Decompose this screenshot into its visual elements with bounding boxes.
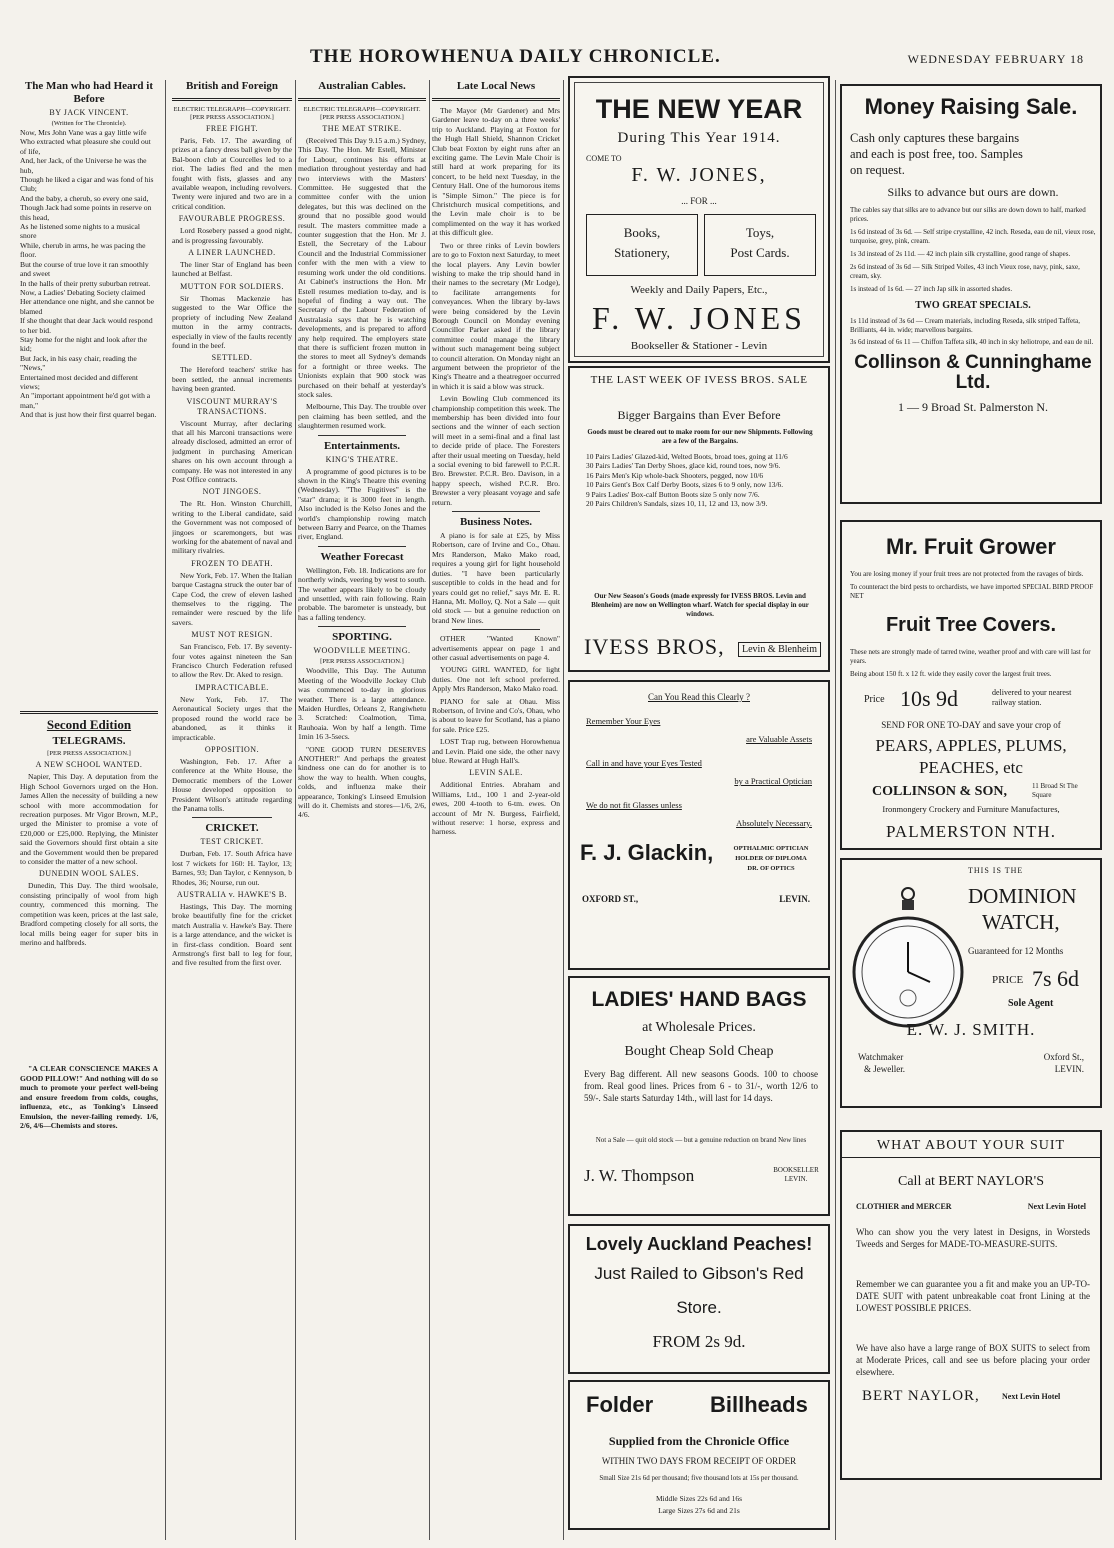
- ad-text: Small Size 21s 6d per thousand; five thousand lots at 15s per thousand.: [599, 1474, 799, 1482]
- story-text: A piano is for sale at £25, by Miss Robertson, care of Irvine and Co., Ohau. Mrs Randerson, Mako Mako road, requires a young girl for light household duties. "I have been particularly susceptible to colds in the head and for years could get no relief," says Mr. E. R. Hanna, Mt. Molloy, Q. Not a Sale — quit old stock — but a genuine reduction on brand New lines.: [432, 531, 560, 625]
- ad-title: Mr. Fruit Grower: [886, 534, 1056, 559]
- story-heading: NOT JINGOES.: [202, 487, 262, 497]
- school-text: Napier, This Day. A deputation from the High School Governors urged on the Hon. James Allen the necessity of building a new school with more accommodation for recreation purposes. Mr Vigor Brown, M.P., urged the Minister to promise a vote of £20,000 or £25,000. Replying, the Minister said the Governors should first obtain a site and the Government would then be prepared to consider the matter of a new school.: [20, 772, 158, 867]
- ad-bert-naylor-suits: [840, 1130, 1102, 1480]
- classified-ad: OTHER "Wanted Known" advertisements appear on page 1 and other casual advertisements on page 4.: [432, 634, 560, 662]
- ad-text: Levin & Blenheim: [738, 642, 821, 657]
- ad-text: Our New Season's Goods (made expressly for IVESS BROS. Levin and Blenheim) are now on Wellington wharf. Watch for special display in our windows.: [591, 592, 809, 618]
- column-australian-cables: [298, 78, 426, 1543]
- ad-item: 3s 6d instead of 6s 11 — Chiffon Taffeta silk, 40 inch in sky heliotrope, and eau de nil.: [850, 338, 1094, 346]
- ad-item: 1s 6d instead of 3s 6d. — Self stripe crystalline, 42 inch. Reseda, eau de nil, vieux rose, turquoise, grey, pink, cream.: [850, 228, 1096, 245]
- ad-chronicle-printing: [568, 1380, 830, 1530]
- poem-credit: (Written for The Chronicle).: [51, 120, 127, 127]
- ad-text: Being about 150 ft. x 12 ft. wide they easily cover the largest fruit trees.: [850, 670, 1052, 678]
- ad-subtitle: Bought Cheap Sold Cheap: [624, 1044, 774, 1059]
- story-text: Viscount Murray, after declaring that all his Marconi transactions were already disclosed, admitted an error of judgment in purchasing American shares on his own account through a company. He was not interested in any Post Office contracts.: [172, 418, 292, 484]
- telegraph-credit: ELECTRIC TELEGRAPH—COPYRIGHT. [PER PRESS ASSOCIATION.]: [303, 106, 421, 121]
- ad-item: 1s 11d instead of 3s 6d — Cream materials, including Reseda, silk striped Taffeta, Brilliants, 44 in. wide; marvellous bargains.: [850, 317, 1080, 334]
- tonking-ad: "A CLEAR CONSCIENCE MAKES A GOOD PILLOW!" And nothing will do so much to promote your perfect well-being and ensure freedom from colds, coughs, influenza, etc., as Tonking's Linseed Emulsion, the never-failing remedy. 1/6, 2/6, 4/6—Chemists and stores.: [20, 1064, 158, 1130]
- story-text: A programme of good pictures is to be shown in the King's Theatre this evening (Wednesday). "The Fugitives" is the "star" drama; it is 3000 feet in length. Also included is the Kelso Jones and the world's championship rowing match between Barry and Pearce, on the Thames river, England.: [298, 466, 426, 542]
- story-text: New York, Feb. 17. The Aeronautical Society urges that the proposed round the world race be abandoned, as it thinks it impracticable.: [172, 694, 292, 742]
- story-heading: OPPOSITION.: [204, 744, 260, 754]
- story-text: Lord Rosebery passed a good night, and is progressing favourably.: [172, 226, 292, 245]
- story-heading: SETTLED.: [211, 353, 253, 363]
- ad-text: HOLDER OF DIPLOMA: [735, 855, 807, 862]
- ad-address: 1 — 9 Broad St. Palmerston N.: [898, 400, 1048, 414]
- ad-title: Folder: [586, 1392, 654, 1417]
- story-heading: FREE FIGHT.: [205, 124, 259, 133]
- business-notes-heading: Business Notes.: [459, 516, 533, 529]
- ad-text: PEACHES, etc: [919, 758, 1023, 777]
- ad-address: Next Levin Hotel: [1002, 1392, 1061, 1401]
- ad-address: PALMERSTON NTH.: [886, 822, 1056, 841]
- ad-item: 16 Pairs Men's Kip whole-back Shooters, pegged, now 10/6: [586, 470, 764, 480]
- ad-title: WATCH,: [982, 910, 1060, 934]
- ad-text: Weekly and Daily Papers, Etc.,: [630, 284, 768, 296]
- ad-text: ... FOR ...: [681, 196, 717, 206]
- classified-ad: YOUNG GIRL WANTED, for light duties. One not left school preferred. Apply Mrs Randerson, Mako Mako road.: [432, 665, 560, 694]
- telegrams-credit: [PER PRESS ASSOCIATION.]: [47, 750, 131, 758]
- ad-glackin-optician: [568, 680, 830, 970]
- ad-title: Can You Read this Clearly ?: [648, 692, 750, 702]
- ad-name: Collinson & Cunninghame: [854, 352, 1092, 373]
- ad-text: Sole Agent: [1008, 998, 1054, 1009]
- story-heading: FAVOURABLE PROGRESS.: [178, 214, 286, 224]
- ad-address: 11 Broad St The Square: [1032, 782, 1078, 799]
- ad-text: Cash only captures these bargains: [850, 131, 1020, 145]
- ad-text: OPTHALMIC OPTICIAN: [733, 845, 809, 852]
- story-text: The Mayor (Mr Gardener) and Mrs Gardener leave to-day on a three weeks' trip to Auckland. Playing at Foxton for the Hugh Hall Shield, Shannon Cricket Club beat Foxton by eight runs after an exciting game. The Levin Male Choir is still hard at work preparing for its concert, to be held next Tuesday, in the Century Hall. One of the humorous items is "Simple Simon." The piece is for Christchurch musical competitions, and the Levin male choir is to be complimented on the way it has worked at this difficult glee.: [432, 106, 560, 238]
- story-heading: THE MEAT STRIKE.: [322, 124, 402, 133]
- ad-text: Bookseller & Stationer - Levin: [630, 340, 768, 352]
- ad-item: 30 Pairs Ladies' Tan Derby Shoes, glace kid, round toes, now 9/6.: [586, 461, 781, 471]
- wool-heading: DUNEDIN WOOL SALES.: [39, 869, 139, 879]
- ad-title: Lovely Auckland Peaches!: [585, 1234, 813, 1254]
- story-heading: VISCOUNT MURRAY'S TRANSACTIONS.: [186, 396, 278, 416]
- ad-text: Middle Sizes 22s 6d and 16s: [655, 1494, 743, 1503]
- ad-name: J. W. Thompson: [584, 1166, 695, 1185]
- ad-text: Store.: [676, 1298, 722, 1317]
- ad-subtitle: During This Year 1914.: [617, 130, 781, 146]
- school-heading: A NEW SCHOOL WANTED.: [35, 760, 143, 770]
- ad-name: IVESS BROS,: [584, 634, 725, 659]
- story-text: Woodville, This Day. The Autumn Meeting of the Woodville Jockey Club was commenced to-day in glorious weather. There is a large attendance. Maiden Hurdles, Orleans 2, Rangiwhetu 3. Scratched: Coalmotion, Tima, Rauhoaia. Won by half a length. Time 1min 16 3-5secs.: [298, 666, 426, 742]
- ad-title: DOMINION: [968, 884, 1077, 908]
- ad-text: You are losing money if your fruit trees are not protected from the ravages of birds.: [850, 570, 1084, 578]
- column-british-foreign: [172, 78, 292, 1543]
- newspaper-title: THE HOROWHENUA DAILY CHRONICLE.: [310, 46, 721, 67]
- ad-text: Guaranteed for 12 Months: [968, 946, 1064, 956]
- ad-subtitle: TWO GREAT SPECIALS.: [915, 300, 1031, 311]
- ad-auckland-peaches: [568, 1224, 830, 1374]
- story-text: Melbourne, This Day. The trouble over pen claiming has been settled, and the slaughtermen resumed work.: [298, 402, 426, 431]
- story-heading: FROZEN TO DEATH.: [191, 558, 273, 568]
- ad-title: LADIES' HAND BAGS: [591, 988, 807, 1011]
- ad-name: F. W. JONES,: [631, 164, 767, 186]
- ad-title: THE NEW YEAR: [595, 94, 803, 124]
- ad-title: WHAT ABOUT YOUR SUIT: [842, 1138, 1100, 1158]
- ad-item: 1s 3d instead of 2s 11d. — 42 inch plain silk crystalline, good range of shapes.: [850, 250, 1071, 258]
- ad-name: BERT NAYLOR,: [862, 1388, 980, 1404]
- ad-title: THE LAST WEEK OF IVESS BROS. SALE: [590, 374, 808, 386]
- ad-name: F. W. JONES: [592, 300, 806, 336]
- ad-text: THIS IS THE: [968, 866, 1024, 875]
- ad-subtitle: Fruit Tree Covers.: [885, 614, 1057, 636]
- ad-price: 7s 6d: [1032, 966, 1080, 991]
- ad-name: E. W. J. SMITH.: [906, 1020, 1036, 1039]
- story-text: Levin Bowling Club commenced its championship competition this week. The membership has been divided into four sections and the winner of each section will meet in a semi-final and a final last to decide pride of place. The Foresters after their usual meeting on Tuesday, held a social evening to bid farewell to P.C.R. Bro. Brewster. P.C.R. Bro. Davison, in a happy speech, wished P.C.R. Bro. Brewster a very pleasant voyage and safe return.: [432, 394, 560, 507]
- ad-text: BOOKSELLER LEVIN.: [773, 1166, 819, 1183]
- ad-text: Price: [864, 694, 885, 705]
- story-text: Hastings, This Day. The morning broke beautifully fine for the cricket match Australia v. Hawke's Bay. There is a large attendance, and the wicket is in first-class condition. Board sent Armstrong's first ball to leg for four, and five resulted from the first over.: [172, 901, 292, 968]
- story-text: Sir Thomas Mackenzie has suggested to the War Office the propriety of including New Zealand mutton in the army contracts, especially in view of the faults recently found in the beef.: [172, 293, 292, 350]
- ad-text: COME TO: [586, 154, 622, 163]
- ad-item: 20 Pairs Children's Sandals, sizes 10, 11, 12 and 13, now 3/9.: [586, 499, 768, 509]
- ad-text: Ironmongery Crockery and Furniture Manufactures,: [882, 804, 1060, 814]
- story-text: (Received This Day 9.15 a.m.) Sydney, This Day. The Hon. Mr Estell, Minister for Labour, continues his efforts at mediation throughout yesterday and had two interviews with the Masters' Committee. He suggested that the committee confer with the union delegates, but this was declined on the ground that no possible good would result. The masters committee made a counter suggestion that the Hon. Mr J. Estell, the Secretary of the Labour Council and the Industrial Commissioner confer with the men with a view to resuming work under the old conditions. At Cabinet's instructions the Hon. Mr Estell resumes mediation to-day, and is hopeful of finding a way out. The Secretary of the Labour Federation of Australasia says that he is watching developments, and is prepared to afford any help required. The employers state that there is sufficient frozen mutton in the stores to meet all Sydney's demands for a fortnight or three weeks. The Unionists explain that 900 stock was purchased on their behalf at yesterday's stock sales.: [298, 136, 426, 399]
- late-local-news-heading: Late Local News: [456, 80, 536, 92]
- column-rule: [165, 80, 166, 1540]
- ad-text: We have also have a large range of BOX SUITS to select from at Moderate Prices, call and see us before placing your order elsewhere.: [856, 1343, 1090, 1377]
- ad-text: Large Sizes 27s 6d and 21s: [658, 1506, 740, 1515]
- ad-fruit-grower: [840, 520, 1102, 850]
- ad-text: SEND FOR ONE TO-DAY and save your crop of: [881, 720, 1061, 730]
- ad-title: Money Raising Sale.: [864, 94, 1078, 119]
- sporting-heading: SPORTING.: [332, 631, 392, 644]
- story-text: San Francisco, Feb. 17. By seventy-four votes against nineteen the San Francisco Church Federation refused to allow the Rev. Dr. Aked to resign.: [172, 642, 292, 680]
- ad-text: and each is post free, too. Samples: [850, 147, 1023, 161]
- story-text: Washington, Feb. 17. After a conference at the White House, the Democratic members of the Lower House developed opposition to President Wilson's attitude regarding the Panama tolls.: [172, 756, 292, 813]
- ad-ivess-bros-sale: [568, 366, 830, 672]
- ad-text: Who can show you the very latest in Designs, in Worsteds Tweeds and Serges for MADE-TO-MEASURE-SUITS.: [856, 1227, 1090, 1249]
- ad-text: We do not fit Glasses unless: [586, 800, 682, 810]
- ad-subtitle: at Wholesale Prices.: [642, 1020, 756, 1035]
- ad-text: Books,: [623, 225, 661, 240]
- ad-text: by a Practical Optician: [734, 776, 812, 786]
- ad-item: 1s instead of 1s 6d. — 27 inch Jap silk in assorted shades.: [850, 285, 1013, 293]
- ad-subtitle: Bigger Bargains than Ever Before: [617, 408, 781, 422]
- ad-text: PEARS, APPLES, PLUMS,: [875, 736, 1067, 755]
- column-late-local-news: [432, 78, 560, 1543]
- story-heading: KING'S THEATRE.: [325, 454, 399, 464]
- story-text: New York, Feb. 17. When the Italian barque Castagna struck the outer bar of Cape Cod, the crew of eleven lashed themselves to the rigging. The remainder were rescued by the life savers.: [172, 570, 292, 627]
- australian-cables-heading: Australian Cables.: [318, 80, 406, 92]
- ad-text: The cables say that silks are to advance but our silks are down down to half, marked prices.: [850, 206, 1086, 223]
- ad-text: Just Railed to Gibson's Red: [594, 1264, 804, 1283]
- ad-new-year-jones: [568, 76, 830, 363]
- ad-text: are Valuable Assets: [746, 734, 812, 744]
- ad-text: Goods must be cleared out to make room for our new Shipments. Following are a few of the Bargains.: [587, 428, 813, 445]
- ad-name: Ltd.: [955, 372, 991, 393]
- column-rule: [295, 80, 296, 1540]
- ad-name: F. J. Glackin,: [580, 840, 714, 865]
- ad-address: OXFORD ST.,: [582, 894, 639, 904]
- classified-ad: PIANO for sale at Ohau. Miss Robertson, of Irvine and Co's, Ohau, who is about to leave for Scotland, has a piano for sale. Price £25.: [432, 696, 560, 734]
- poem-title: The Man who had Heard it Before: [24, 80, 154, 105]
- ad-text: Post Cards.: [730, 245, 790, 260]
- ad-text: These nets are strongly made of tarred twine, weather proof and with care will last for years.: [850, 648, 1091, 665]
- press-credit: [PER PRESS ASSOCIATION.]: [320, 658, 404, 666]
- ad-text: Not a Sale — quit old stock — but a genuine reduction on brand New lines: [595, 1136, 807, 1144]
- wool-text: Dunedin, This Day. The third woolsale, consisting principally of wool from high country, commenced this morning. The competition was keen, prices at the last sale, Bradford competing closely for all sorts, the local mills being eager for super bits in merino and halfbreds.: [20, 881, 158, 947]
- telegraph-credit: ELECTRIC TELEGRAPH—COPYRIGHT. [PER PRESS ASSOCIATION.]: [173, 106, 291, 121]
- issue-date: WEDNESDAY FEBRUARY 18: [907, 52, 1084, 66]
- ad-text: Toys,: [745, 225, 775, 240]
- column-poem: [20, 78, 158, 1543]
- story-heading: TEST CRICKET.: [200, 837, 264, 847]
- story-heading: MUTTON FOR SOLDIERS.: [180, 281, 284, 291]
- cricket-heading: CRICKET.: [205, 822, 259, 835]
- ad-text: Stationery,: [614, 245, 670, 260]
- story-text: Durban, Feb. 17. South Africa have lost 7 wickets for 160: H. Taylor, 13; Barnes, 93; Dan Taylor, c Kennyson, b Rhodes, 36; Nourse, run out.: [172, 849, 292, 887]
- story-text: Wellington, Feb. 18. Indications are for northerly winds, veering by west to south. The weather appears likely to be cloudy and unsettled, with rain following. Rain probable. The barometer is unsteady, but has a falling tendency.: [298, 565, 426, 622]
- ad-text: Next Levin Hotel: [1027, 1202, 1086, 1211]
- story-text: The Hereford teachers' strike has been settled, the annual increments having been granted.: [172, 365, 292, 394]
- ad-text: Absolutely Necessary.: [736, 818, 812, 828]
- ad-text: DR. OF OPTICS: [747, 865, 795, 872]
- ad-text: Every Bag different. All new seasons Goods. 100 to choose from. Real good lines. Prices from 6 - to 31/-, worth 12/6 to 59/-. Sale starts Saturday 14th., will last for 14 days.: [584, 1069, 818, 1103]
- ad-ladies-hand-bags: [568, 976, 830, 1216]
- ad-item: 10 Pairs Gent's Box Calf Derby Boots, sizes 6 to 9 only, now 13/6.: [586, 480, 784, 490]
- ad-text: Silks to advance but ours are down.: [887, 185, 1059, 199]
- story-text: Two or three rinks of Levin bowlers are to go to Foxton next Saturday, to meet the local players. Any Levin bowler wishing to make the trip should hand in their names to the secretary (Mr Lodge), to facilitate arrangements for conveyances. When the library by-laws were being considered by the Levin Borough Council on Monday evening Councillor Parker asked if the library committee could manage the library without such management being subject to council alteration. On Monday night an argument between the proprietor of the King's Theatre and a theatregoer occurred in which it is said a blow was struck.: [432, 240, 560, 391]
- ad-text: Remember we can guarantee you a fit and make you an UP-TO-DATE SUIT with patent unbreakable coat front Lining at the LOWEST POSSIBLE PRICES.: [856, 1279, 1090, 1313]
- ad-title: Billheads: [710, 1392, 808, 1417]
- story-heading: IMPRACTICABLE.: [195, 682, 269, 692]
- story-heading: MUST NOT RESIGN.: [191, 630, 273, 640]
- story-text: The Rt. Hon. Winston Churchill, writing to the Liberal candidate, said the Government was not composed of jingoes or scaremongers, but was working for the abatement of naval and military rivalries.: [172, 499, 292, 556]
- ad-item: 10 Pairs Ladies' Glazed-kid, Welted Boots, broad toes, going at 11/6: [586, 452, 788, 461]
- ad-price: 10s 9d: [900, 686, 959, 711]
- ad-subtitle: Supplied from the Chronicle Office: [608, 1434, 790, 1448]
- ad-text: & Jeweller.: [864, 1064, 905, 1074]
- story-heading: LEVIN SALE.: [469, 768, 523, 778]
- story-text: The liner Star of England has been launched at Belfast.: [172, 260, 292, 279]
- telegrams-heading: TELEGRAMS.: [52, 735, 126, 748]
- second-edition-heading: Second Edition: [46, 717, 132, 732]
- ad-address: Oxford St.,: [1043, 1052, 1084, 1062]
- weather-heading: Weather Forecast: [320, 550, 404, 563]
- ad-item: 2s 6d instead of 3s 6d — Silk Striped Voiles, 43 inch Vieux rose, navy, pink, saxe, cream, sky.: [850, 263, 1080, 280]
- ad-text: delivered to your nearest railway station.: [992, 688, 1072, 707]
- ad-text: Watchmaker: [858, 1052, 904, 1062]
- story-heading: WOODVILLE MEETING.: [313, 646, 411, 656]
- column-rule: [563, 80, 564, 1540]
- ad-name: COLLINSON & SON,: [872, 784, 1007, 799]
- masthead: [0, 0, 1114, 74]
- column-rule: [429, 80, 430, 1540]
- ad-text: Remember Your Eyes: [586, 716, 661, 726]
- ad-dominion-watch: [840, 858, 1102, 1108]
- story-heading: A LINER LAUNCHED.: [188, 248, 276, 258]
- ad-price: FROM 2s 9d.: [652, 1332, 746, 1351]
- ad-text: To counteract the bird pests to orchardists, we have imported SPECIAL BIRD PROOF NET: [850, 583, 1094, 600]
- ad-text: Call in and have your Eyes Tested: [586, 758, 702, 768]
- ad-text: PRICE: [992, 974, 1024, 986]
- ad-subtitle: Call at BERT NAYLOR'S: [898, 1174, 1044, 1189]
- ad-text: CLOTHIER and MERCER: [856, 1202, 952, 1211]
- ad-address: LEVIN.: [779, 894, 810, 904]
- entertainments-heading: Entertainments.: [323, 439, 401, 452]
- poem-text: Now, Mrs John Vane was a gay little wife Who extracted what pleasure she could out of life, And, her Jack, of the Universe he was the hub, Though he liked a cigar and was fond of his Club; And the baby, a cherub, so every one said, Though Jack had some points in reserve on this head, As he listened some nights to a musical snore While, cherub in arms, he was pacing the floor. But the course of true love it ran smoothly and sweet In the halls of their pretty suburban retreat. Now, a Ladies' Debating Society claimed Her attendance one night, and she cannot be blamed If she thought that dear Jack would respond to her bid. Stay home for the night and look after the kid; But Jack, in his easy chair, reading the "News," Entertained most decided and different views; An "important appointment he'd got with a man," And that is just how their first quarrel began.: [20, 128, 157, 420]
- story-text: Paris, Feb. 17. The awarding of prizes at a fancy dress ball given by the Bal-boon club at Courcelles led to a riot. The ladies fled and the men fought with fists, glasses and any available weapon, including revolvers. Twenty were injured and two are in a critical condition.: [172, 136, 292, 211]
- ad-address: LEVIN.: [1054, 1064, 1084, 1074]
- story-heading: AUSTRALIA v. HAWKE'S B.: [176, 889, 288, 899]
- british-foreign-heading: British and Foreign: [185, 80, 279, 92]
- column-rule: [835, 80, 836, 1540]
- story-text: Additional Entries. Abraham and Williams, Ltd., 100 1 and 2-year-old ewes, 200 4-tooth to 6-tm. ewes. On account of Mr N. Burgess, Fairfield, without reserve: 1 horse, express and harness.: [432, 780, 560, 837]
- ad-item: 9 Pairs Ladies' Box-calf Button Boots size 5 only now 7/6.: [586, 489, 760, 499]
- ad-text: on request.: [850, 163, 905, 177]
- classified-ad: LOST Trap rug, between Horowhenua and Levin. Plaid one side, the other navy blue. Reward at Hugh Hall's.: [432, 737, 560, 765]
- poem-author: BY JACK VINCENT.: [49, 108, 129, 117]
- tonking-ad: "ONE GOOD TURN DESERVES ANOTHER!" And perhaps the greatest kindness one can do for another is to show the way to health. When coughs, colds, and influenza make their appearance, Tonking's Linseed Emulsion will do it. Chemists and stores—1/6, 2/6, 4/6.: [298, 744, 426, 820]
- ad-text: WITHIN TWO DAYS FROM RECEIPT OF ORDER: [601, 1456, 797, 1466]
- ad-money-raising-sale: [840, 84, 1102, 504]
